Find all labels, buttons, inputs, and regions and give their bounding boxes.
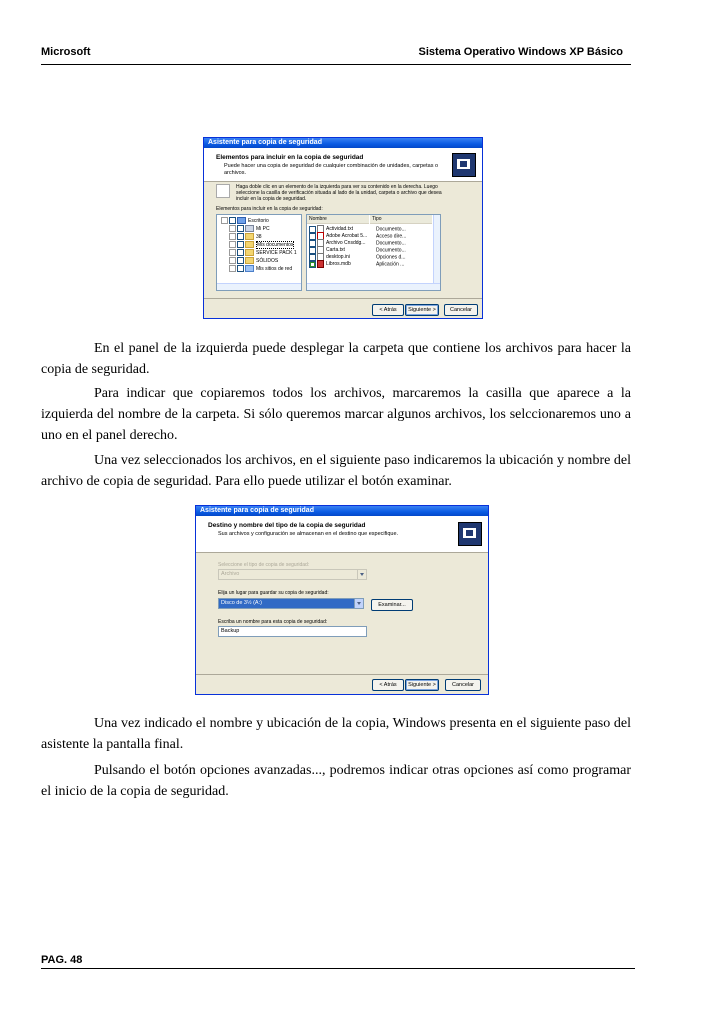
dialog2-titlebar: Asistente para copia de seguridad: [196, 506, 488, 516]
tree-item-mis-sitios-de-red[interactable]: Mis sitios de red: [229, 265, 292, 272]
folder-tree-panel[interactable]: [216, 214, 302, 291]
file-row[interactable]: Carta.txt Documento...: [309, 246, 406, 253]
dialog1-header: [204, 148, 482, 182]
dialog1-subheading: Puede hacer una copia de seguridad de cualquier combinación de unidades, carpetas o archivos.: [224, 163, 439, 176]
file-row[interactable]: desktop.ini Opciones d...: [309, 253, 405, 260]
dialog2-header: [196, 516, 488, 553]
dialog1-hand-icon: [216, 184, 230, 198]
cancel-button[interactable]: Cancelar: [445, 679, 481, 691]
dialog1-titlebar: Asistente para copia de seguridad: [204, 138, 482, 148]
tree-item-service-pack[interactable]: SERVICE PACK 1: [229, 249, 297, 256]
backup-name-label: Escriba un nombre para esta copia de seguridad:: [218, 619, 328, 625]
page-header: [41, 44, 631, 65]
header-left: Microsoft: [41, 46, 91, 58]
file-row[interactable]: Archivo Cnsddg... Documento...: [309, 239, 406, 246]
backup-place-label: Elija un lugar para guardar su copia de seguridad:: [218, 590, 329, 596]
backup-wizard-dialog-destination: [195, 505, 489, 695]
file-row[interactable]: Adobe Acrobat 5... Acceso dire...: [309, 232, 406, 239]
back-button[interactable]: < Atrás: [372, 304, 404, 316]
browse-button[interactable]: Examinar...: [371, 599, 413, 611]
tree-item-38[interactable]: 38: [229, 233, 262, 240]
dialog1-instruction-3: incluir en la copia de seguridad.: [236, 196, 307, 202]
file-row[interactable]: Libros.mdb Aplicación ...: [309, 260, 404, 267]
page-number: PAG. 48: [41, 954, 83, 966]
file-list-vscrollbar[interactable]: [433, 215, 440, 284]
dialog1-instruction-2: seleccione la casilla de verificación situada al lado de la unidad, carpeta o archivo que desea: [236, 190, 442, 196]
file-row[interactable]: Actividad.txt Documento...: [309, 225, 406, 232]
dialog1-items-label: Elementos para incluir en la copia de seguridad:: [216, 206, 323, 212]
dialog2-separator: [196, 674, 488, 675]
backup-wizard-dialog-items: [203, 137, 483, 319]
paragraph-5: Pulsando el botón opciones avanzadas..., podremos indicar otras opciones así como programar el inicio de la copia de seguridad.: [41, 763, 631, 799]
column-header-type[interactable]: Tipo: [370, 215, 432, 224]
tree-item-escritorio[interactable]: Escritorio: [221, 217, 269, 224]
dialog1-heading: Elementos para incluir en la copia de seguridad: [216, 154, 364, 161]
file-list-panel[interactable]: [306, 214, 441, 291]
tree-item-solidos[interactable]: SÓLIDOS: [229, 257, 278, 264]
next-button[interactable]: Siguiente >: [405, 304, 439, 316]
tree-hscrollbar[interactable]: [217, 283, 301, 290]
backup-wizard-icon: [452, 153, 476, 177]
header-right: Sistema Operativo Windows XP Básico: [418, 46, 623, 58]
column-header-name[interactable]: Nombre: [307, 215, 369, 224]
backup-place-select[interactable]: Disco de 3½ (A:): [218, 598, 364, 609]
dialog2-subheading: Sus archivos y configuración se almacenan en el destino que especifique.: [218, 531, 399, 537]
dialog1-instruction-1: Haga doble clic en un elemento de la izquierda para ver su contenido en la derecha. Luego: [236, 184, 438, 190]
back-button[interactable]: < Atrás: [372, 679, 404, 691]
paragraph-2: Para indicar que copiaremos todos los archivos, marcaremos la casilla que aparece a la izquierda del nombre de la carpeta. Si sólo queremos marcar algunos archivos, los selccionaremos uno a uno en el panel derecho.: [41, 386, 631, 443]
paragraph-4: Una vez indicado el nombre y ubicación de la copia, Windows presenta en el siguiente paso del asistente la pantalla final.: [41, 716, 631, 752]
backup-type-select: Archivo: [218, 569, 367, 580]
tree-item-mi-pc[interactable]: Mi PC: [229, 225, 270, 232]
page-footer: [41, 952, 635, 969]
file-list-hscrollbar[interactable]: [307, 283, 440, 290]
backup-name-input[interactable]: Backup: [218, 626, 367, 637]
backup-type-label: Seleccione el tipo de copia de seguridad:: [218, 562, 310, 568]
next-button[interactable]: Siguiente >: [405, 679, 439, 691]
dialog1-separator: [204, 298, 482, 299]
tree-item-mis-documentos[interactable]: Mis documentos: [229, 241, 294, 248]
dialog2-heading: Destino y nombre del tipo de la copia de seguridad: [208, 522, 366, 529]
cancel-button[interactable]: Cancelar: [444, 304, 478, 316]
paragraph-3: Una vez seleccionados los archivos, en el siguiente paso indicaremos la ubicación y nombre del archivo de copia de seguridad. Para ello puede utilizar el botón examinar.: [41, 453, 631, 489]
paragraph-1: En el panel de la izquierda puede desplegar la carpeta que contiene los archivos para hacer la copia de seguridad.: [41, 341, 631, 377]
backup-wizard-icon: [458, 522, 482, 546]
